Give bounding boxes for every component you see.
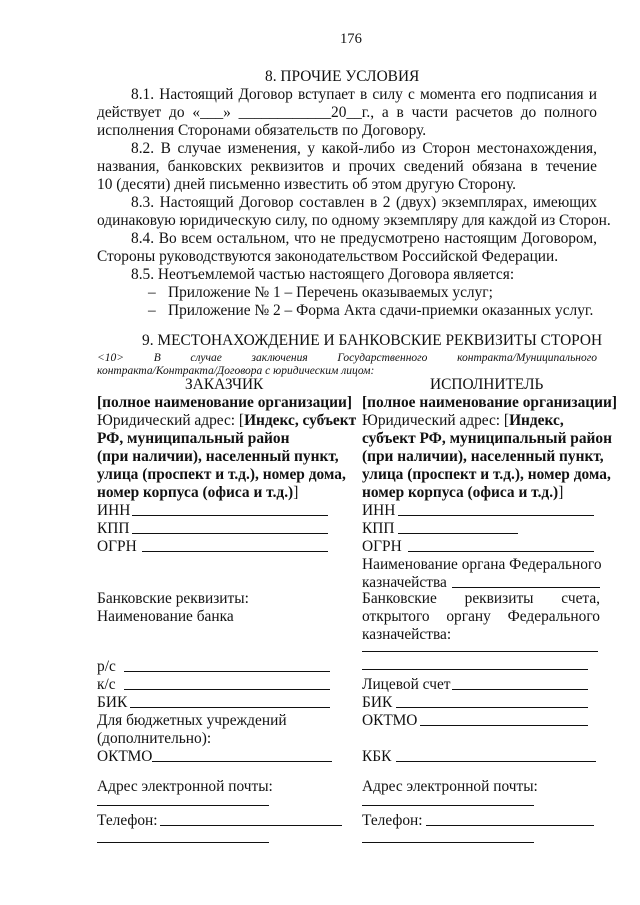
contractor-treasury-label-2: казначейства xyxy=(362,574,447,591)
customer-rs-field[interactable] xyxy=(124,671,330,672)
customer-address-building: номер корпуса (офиса и т.д.) xyxy=(97,484,294,501)
customer-oktmo-label: ОКТМО xyxy=(97,748,153,765)
contractor-kbk-label: КБК xyxy=(362,748,392,765)
customer-inn-field[interactable] xyxy=(132,515,328,516)
contractor-phone-field[interactable] xyxy=(426,825,594,826)
contractor-bank-label-2: открытого органу Федерального xyxy=(362,608,600,625)
customer-budget-label-1: Для бюджетных учреждений xyxy=(97,712,287,729)
contractor-email-field[interactable] xyxy=(362,805,534,806)
clause-8-2-line-3: 10 (десяти) дней письменно известить об этом другую Сторону. xyxy=(97,176,517,193)
customer-ogrn-label: ОГРН xyxy=(97,538,137,555)
customer-address-line-4: улица (проспект и т.д.), номер дома, xyxy=(97,466,346,483)
customer-bik-field[interactable] xyxy=(130,707,330,708)
customer-org-name: [полное наименование организации] xyxy=(97,394,352,411)
contractor-address-line-2: субъект РФ, муниципальный район xyxy=(362,430,612,447)
customer-title: ЗАКАЗЧИК xyxy=(185,376,264,393)
contractor-bik-label: БИК xyxy=(362,694,393,711)
contractor-address-line-4: улица (проспект и т.д.), номер дома, xyxy=(362,466,611,483)
customer-inn-label: ИНН xyxy=(97,502,131,519)
customer-ks-field[interactable] xyxy=(124,689,330,690)
contractor-inn-label: ИНН xyxy=(362,502,396,519)
clause-8-4-line-1: 8.4. Во всем остальном, что не предусмотрено настоящим Договором, xyxy=(131,230,597,247)
page-number: 176 xyxy=(340,31,362,47)
appendix-1: Приложение № 1 – Перечень оказываемых услуг; xyxy=(168,284,493,301)
contractor-kpp-label: КПП xyxy=(362,520,395,537)
customer-rs-label: р/с xyxy=(97,658,116,675)
customer-bank-details-label: Банковские реквизиты: xyxy=(97,590,249,607)
clause-8-3-line-2: одинаковую юридическую силу, по одному экземпляру для каждой из Сторон. xyxy=(97,212,611,229)
customer-address-line-5 xyxy=(97,484,298,502)
contractor-ogrn-field[interactable] xyxy=(408,551,594,552)
customer-bank-name-label: Наименование банка xyxy=(97,608,234,625)
contractor-treasury-label-1: Наименование органа Федерального xyxy=(362,556,602,573)
customer-ogrn-field[interactable] xyxy=(142,551,328,552)
customer-address-index: Индекс, субъект xyxy=(244,412,357,429)
contractor-address-line-1 xyxy=(362,412,564,430)
footnote-line-2: контракта/Контракта/Договора с юридическим лицом: xyxy=(97,365,375,377)
section-8-heading: 8. ПРОЧИЕ УСЛОВИЯ xyxy=(265,68,420,85)
customer-kpp-label: КПП xyxy=(97,520,130,537)
customer-phone-field-extra[interactable] xyxy=(97,842,269,843)
list-dash: – xyxy=(148,302,156,319)
contractor-inn-field[interactable] xyxy=(398,515,594,516)
clause-8-5: 8.5. Неотъемлемой частью настоящего Договора является: xyxy=(131,266,515,283)
clause-8-1-line-1: 8.1. Настоящий Договор вступает в силу с момента его подписания и xyxy=(131,86,597,103)
clause-8-1-line-2: действует до «___» ____________20__г., а в части расчетов до полного xyxy=(97,104,597,121)
clause-8-3-line-1: 8.3. Настоящий Договор составлен в 2 (двух) экземплярах, имеющих xyxy=(131,194,597,211)
contractor-bank-label-1: Банковские реквизиты счета, xyxy=(362,590,600,607)
contractor-bank-field-1[interactable] xyxy=(362,651,598,652)
contractor-org-name: [полное наименование организации] xyxy=(362,394,617,411)
customer-address-line-3: (при наличии), населенный пункт, xyxy=(97,448,339,465)
customer-email-field[interactable] xyxy=(97,805,269,806)
customer-address-label: Юридический адрес: [ xyxy=(97,412,245,429)
clause-8-2-line-2: названия, банковских реквизитов и прочих сведений обязана в течение xyxy=(97,158,597,175)
contractor-ls-label: Лицевой счет xyxy=(362,676,451,693)
contractor-kpp-field[interactable] xyxy=(398,533,518,534)
contractor-bank-label-3: казначейства: xyxy=(362,626,452,643)
customer-email-label: Адрес электронной почты: xyxy=(97,778,273,795)
contractor-oktmo-label: ОКТМО xyxy=(362,712,418,729)
customer-address-line-2: РФ, муниципальный район xyxy=(97,430,290,447)
customer-kpp-field[interactable] xyxy=(132,533,328,534)
customer-oktmo-field[interactable] xyxy=(152,761,332,762)
customer-address-close: ] xyxy=(293,484,299,501)
contractor-treasury-field[interactable] xyxy=(452,587,600,588)
contractor-oktmo-field[interactable] xyxy=(420,725,588,726)
contractor-address-close: ] xyxy=(558,484,564,501)
contractor-title: ИСПОЛНИТЕЛЬ xyxy=(430,376,544,393)
customer-bik-label: БИК xyxy=(97,694,128,711)
contractor-address-label: Юридический адрес: [ xyxy=(362,412,510,429)
customer-phone-label: Телефон: xyxy=(97,812,158,829)
contractor-address-index: Индекс, xyxy=(509,412,564,429)
clause-8-1-line-3: исполнения Сторонами обязательств по Договору. xyxy=(97,122,427,139)
customer-budget-label-2: (дополнительно): xyxy=(97,730,212,747)
contractor-address-line-3: (при наличии), населенный пункт, xyxy=(362,448,604,465)
clause-8-2-line-1: 8.2. В случае изменения, у какой-либо из Сторон местонахождения, xyxy=(131,140,597,157)
contractor-phone-label: Телефон: xyxy=(362,812,423,829)
footnote-line-1: <10> В случае заключения Государственного контракта/Муниципального xyxy=(97,352,597,364)
contractor-kbk-field[interactable] xyxy=(396,761,596,762)
appendix-2: Приложение № 2 – Форма Акта сдачи-приемки оказанных услуг. xyxy=(168,302,594,319)
contractor-address-building: номер корпуса (офиса и т.д.) xyxy=(362,484,559,501)
contractor-phone-field-extra[interactable] xyxy=(362,842,534,843)
contractor-bank-field-2[interactable] xyxy=(362,669,588,670)
customer-phone-field[interactable] xyxy=(160,825,342,826)
contractor-ogrn-label: ОГРН xyxy=(362,538,402,555)
list-dash: – xyxy=(148,284,156,301)
contractor-address-line-5 xyxy=(362,484,563,502)
customer-ks-label: к/с xyxy=(97,676,116,693)
customer-address-line-1 xyxy=(97,412,356,430)
contractor-email-label: Адрес электронной почты: xyxy=(362,778,538,795)
contractor-bik-field[interactable] xyxy=(396,707,588,708)
section-9-heading: 9. МЕСТОНАХОЖДЕНИЕ И БАНКОВСКИЕ РЕКВИЗИТЫ СТОРОН xyxy=(142,332,603,349)
contractor-ls-field[interactable] xyxy=(452,689,588,690)
clause-8-4-line-2: Стороны руководствуются законодательством Российской Федерации. xyxy=(97,248,559,265)
